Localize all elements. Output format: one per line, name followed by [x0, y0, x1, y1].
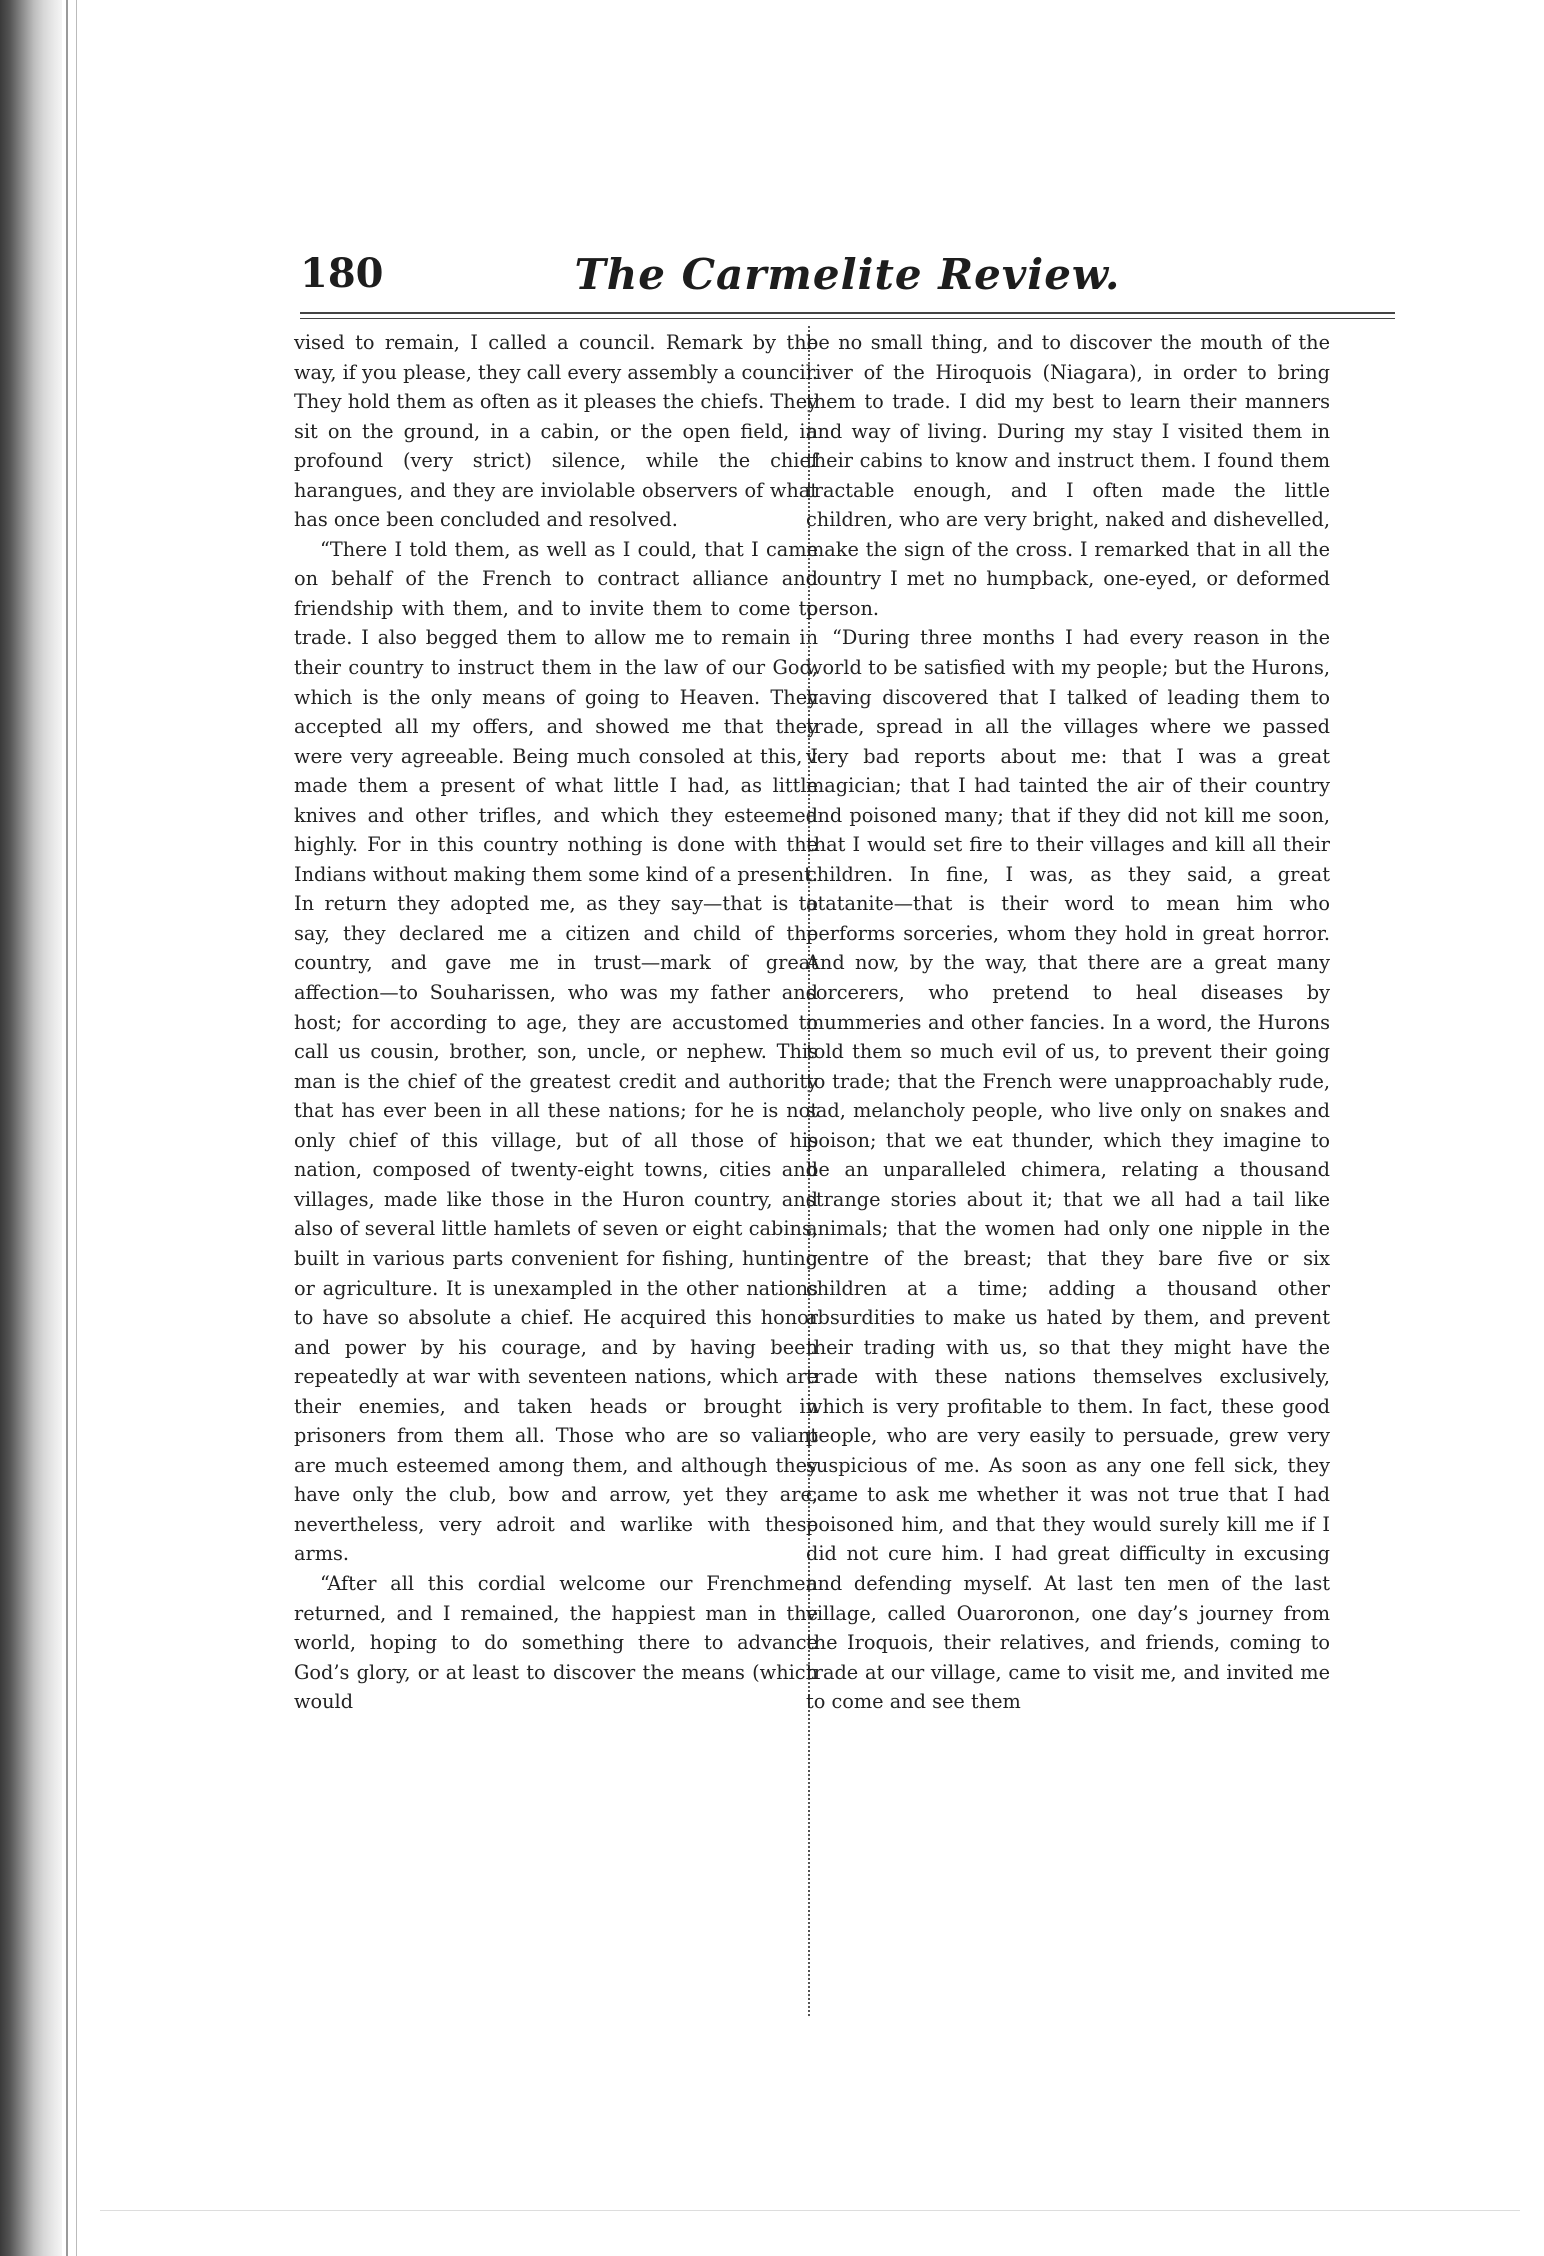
paragraph: vised to remain, I called a council. Remark by the way, if you please, they call every assembly a council. They hold them as often as it pleases the chiefs. They sit on the ground, in a cabin, or the open field, in profound (very strict) silence, while the chief harangues, and they are inviolable observers of what has once been concluded and resolved. [294, 331, 819, 532]
paragraph: be no small thing, and to discover the mouth of the river of the Hiroquois (Niagara), in order to bring them to trade. I did my best to learn their manners and way of living. During my stay I visited them in their cabins to know and instruct them. I found them tractable enough, and I often made the little children, who are very bright, naked and dishevelled, make the sign of the cross. I remarked that in all the country I met no humpback, one-eyed, or deformed person. [806, 331, 1330, 620]
header-rule-top [300, 312, 1395, 314]
paragraph: “During three months I had every reason in the world to be satisfied with my people; but the Hurons, having discovered that I talked of leading them to trade, spread in all the villages where we passed very bad reports about me: that I was a great magician; that I had tainted the air of their country and poisoned many; that if they did not kill me soon, that I would set fire to their villages and kill all their children. In fine, I was, as they said, a great atatanite—that is their word to mean him who performs sorceries, whom they hold in great horror. And now, by the way, that there are a great many sorcerers, who pretend to heal diseases by mummeries and other fancies. In a word, the Hurons told them so much evil of us, to prevent their going to trade; that the French were unapproachably rude, sad, melancholy people, who live only on snakes and poison; that we eat thunder, which they imagine to be an unparalleled chimera, relating a thousand strange stories about it; that we all had a tail like animals; that the women had only one nipple in the centre of the breast; that they bare five or six children at a time; adding a thousand other absurdities to make us hated by them, and prevent their trading with us, so that they might have the trade with these nations themselves exclusively, which is very profitable to them. In fact, these good people, who are very easily to persuade, grew very suspicious of me. As soon as any one fell sick, they came to ask me whether it was not true that I had poisoned him, and that they would surely kill me if I did not cure him. I had great difficulty in excusing and defending myself. At last ten men of the last village, called Ouaroronon, one day’s journey from the Iroquois, their relatives, and friends, coming to trade at our village, came to visit me, and invited me to come and see them [806, 626, 1330, 1714]
journal-title: The Carmelite Review. [574, 250, 1121, 299]
paragraph: “There I told them, as well as I could, that I came on behalf of the French to contract alliance and friendship with them, and to invite them to come to trade. I also begged them to allow me to remain in their country to instruct them in the law of our God, which is the only means of going to Heaven. They accepted all my offers, and showed me that they were very agreeable. Being much consoled at this, I made them a present of what little I had, as little knives and other trifles, and which they esteemed highly. For in this country nothing is done with the Indians without making them some kind of a present. In return they adopted me, as they say—that is to say, they declared me a citizen and child of the country, and gave me in trust—mark of great affection—to Souharissen, who was my father and host; for according to age, they are accustomed to call us cousin, brother, son, uncle, or nephew. This man is the chief of the greatest credit and authority that has ever been in all these nations; for he is not only chief of this village, but of all those of his nation, composed of twenty-eight towns, cities and villages, made like those in the Huron country, and also of several little hamlets of seven or eight cabins, built in various parts convenient for fishing, hunting or agriculture. It is unexampled in the other nations to have so absolute a chief. He acquired this honor and power by his courage, and by having been repeatedly at war with seventeen nations, which are their enemies, and taken heads or brought in prisoners from them all. Those who are so valiant are much esteemed among them, and although they have only the club, bow and arrow, yet they are, nevertheless, very adroit and warlike with these arms. [294, 537, 818, 1566]
left-column [294, 328, 818, 1717]
header-rule-bottom [300, 318, 1395, 319]
page-header [300, 250, 1395, 300]
paragraph: “After all this cordial welcome our Frenchmen returned, and I remained, the happiest man in the world, hoping to do something there to advance God’s glory, or at least to discover the means (which would [294, 1571, 818, 1714]
right-column [806, 328, 1330, 1717]
page-number: 180 [300, 250, 384, 297]
book-binding-edge [0, 0, 62, 2256]
page-bottom-edge [100, 2210, 1520, 2211]
